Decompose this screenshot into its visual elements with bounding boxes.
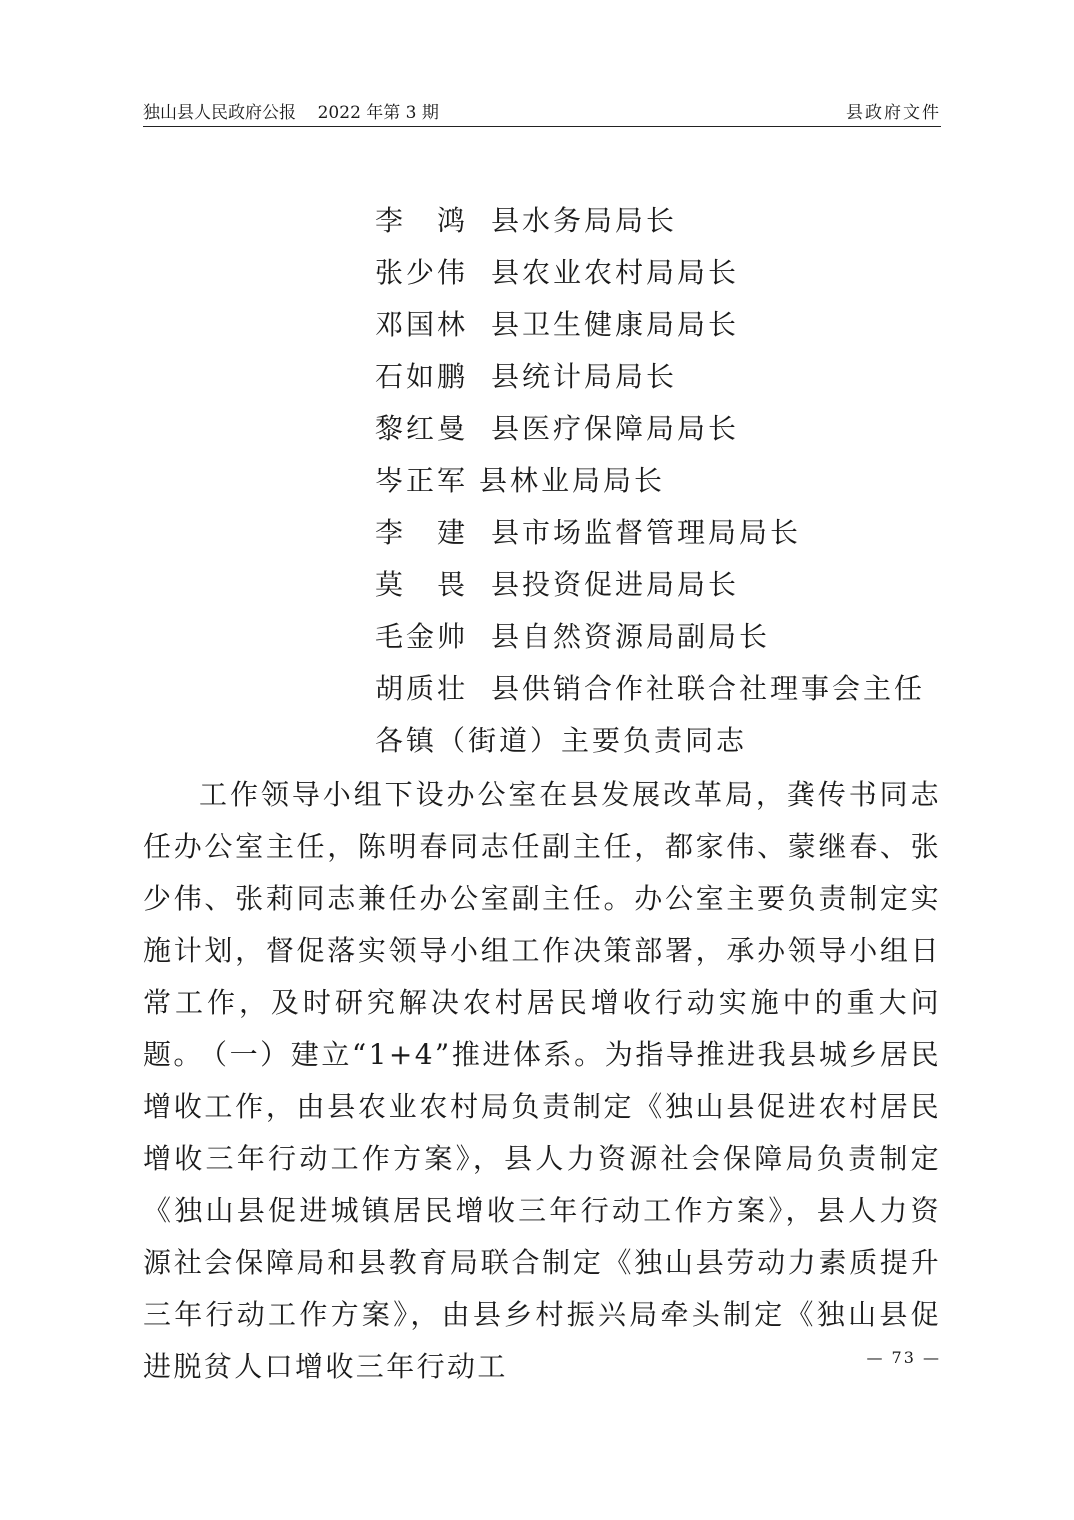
member-row bbox=[375, 195, 975, 247]
member-name: 黎红曼 bbox=[375, 412, 469, 445]
member-list bbox=[375, 195, 975, 767]
header-publication-title: 独山县人民政府公报 2022 年第 3 期 bbox=[143, 103, 439, 123]
body-paragraph: （一）建立“1+4”推进体系。为指导推进我县城乡居民增收工作，由县农业农村局负责制定《独山县促进农村居民增收三年行动工作方案》，县人力资源社会保障局负责制定《独山县促进城镇居民增收三年行动工作方案》，县人力资源社会保障局和县教育局联合制定《独山县劳动力素质提升三年行动工作方案》，由县乡村振兴局牵头制定《独山县促进脱贫人口增收三年行动工 bbox=[143, 1038, 941, 1383]
member-row bbox=[375, 247, 975, 299]
member-title: 县供销合作社联合社理事会主任 bbox=[491, 672, 926, 705]
member-name: 石如鹏 bbox=[375, 360, 469, 393]
member-title: 县农业农村局局长 bbox=[491, 256, 740, 289]
page-number: — 73 — bbox=[866, 1348, 941, 1367]
member-row bbox=[375, 715, 975, 767]
member-name: 毛金帅 bbox=[375, 620, 469, 653]
running-header bbox=[143, 100, 941, 127]
member-row bbox=[375, 299, 975, 351]
member-title: 县自然资源局副局长 bbox=[491, 620, 771, 653]
member-title: 县市场监督管理局局长 bbox=[491, 516, 802, 549]
member-title: 县林业局局长 bbox=[479, 464, 666, 497]
member-row bbox=[375, 455, 975, 507]
member-name: 邓国林 bbox=[375, 308, 469, 341]
member-name: 莫 畏 bbox=[375, 568, 469, 601]
member-name: 李 鸿 bbox=[375, 204, 469, 237]
member-name: 胡质壮 bbox=[375, 672, 469, 705]
member-name: 李 建 bbox=[375, 516, 469, 549]
member-row bbox=[375, 507, 975, 559]
member-row bbox=[375, 559, 975, 611]
member-row bbox=[375, 351, 975, 403]
member-name: 张少伟 bbox=[375, 256, 469, 289]
header-section-title: 县政府文件 bbox=[846, 103, 941, 123]
member-row bbox=[375, 611, 975, 663]
member-title: 县医疗保障局局长 bbox=[491, 412, 740, 445]
member-title: 县统计局局长 bbox=[491, 360, 678, 393]
member-row bbox=[375, 403, 975, 455]
member-title: 县水务局局长 bbox=[491, 204, 678, 237]
member-row bbox=[375, 663, 975, 715]
member-title: 县投资促进局局长 bbox=[491, 568, 740, 601]
member-name: 各镇（街道）主要负责同志 bbox=[375, 724, 748, 757]
member-title: 县卫生健康局局长 bbox=[491, 308, 740, 341]
member-name: 岑正军 bbox=[375, 464, 469, 497]
body-paragraph: 工作领导小组下设办公室在县发展改革局，龚传书同志任办公室主任，陈明春同志任副主任，都家伟、蒙继春、张少伟、张莉同志兼任办公室副主任。办公室主要负责制定实施计划，督促落实领导小组工作决策部署，承办领导小组日常工作，及时研究解决农村居民增收行动实施中的重大问题。 bbox=[143, 778, 941, 1071]
